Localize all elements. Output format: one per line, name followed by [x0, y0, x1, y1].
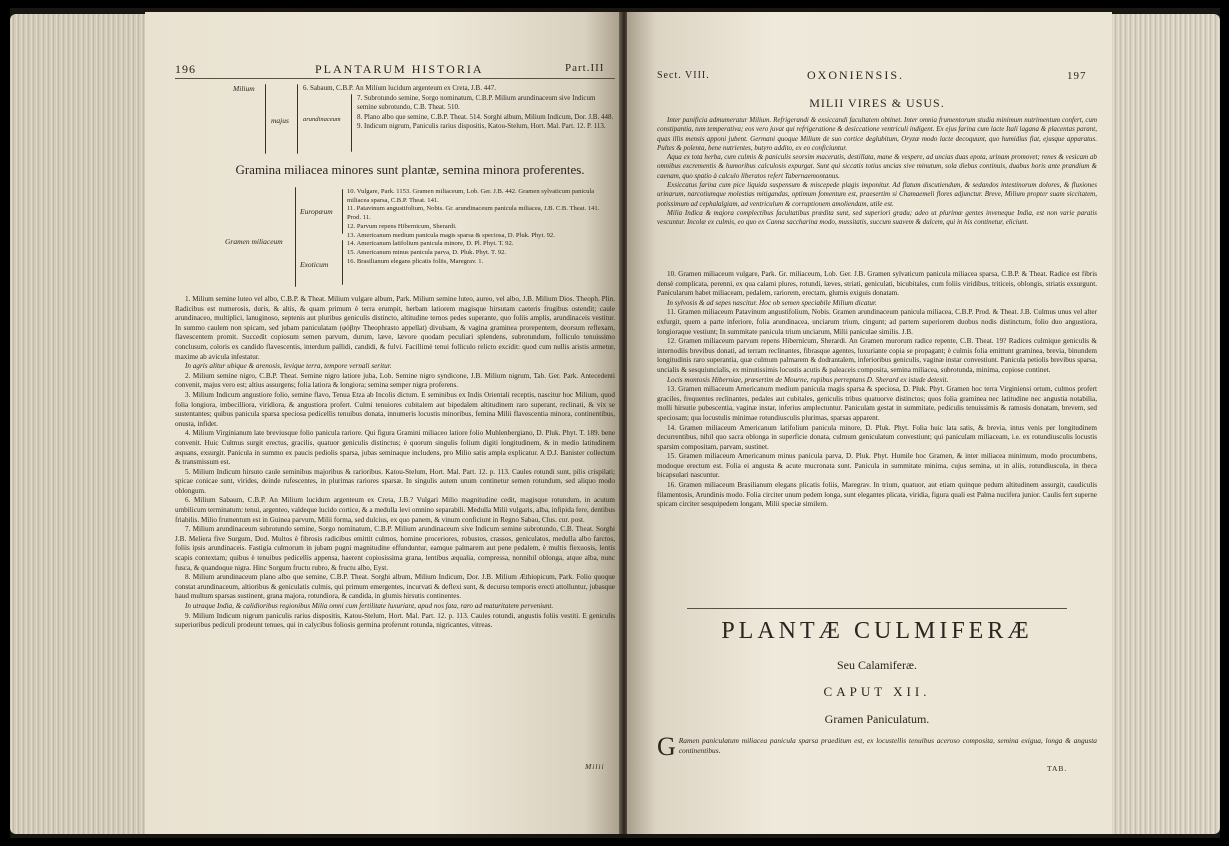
europaeum-label: Europæum	[300, 207, 333, 216]
chapter-number: CAPUT XII.	[823, 684, 931, 699]
paragraph: 7. Milium arundinaceum subrotundo semine, Sorgo nominatum, C.B.P. Milium arundinaceum sive Indicum semine subrotundo, C.B. Theat. Sorghi J.B. Meliera five Surgum, Dod. Multos è fibrosis radicibus emittit culmos, homine proceriores, robustos, crassos, geniculatos, medulla albo farctos, foliis ipsis arundinaceis. Fastigia culmorum in jubam pugni magnitudine effunduntur, eamque palmarem aut pene pedalem, è multis flexuosis, lentis scapis contextam; quibus è tenuibus pedicellis appensa, haerent copiosissima grana, lentibus æqualia, compressa, nonnihil oblonga, atque alba, nunc fusca, & quandoque nigra. Hinc Sorgum fructu rubro, & fructu albo, Eyst.	[175, 525, 615, 572]
arundinaceum-brace	[351, 94, 352, 152]
gramen-brace	[295, 187, 296, 287]
left-catchword: Milii	[585, 762, 605, 771]
right-catchword: TAB.	[1047, 764, 1068, 773]
paragraph: 13. Gramen miliaceum Americanum medium panicula magis sparsa & speciosa, D. Pluk. Phyt. Gramen hoc terra Virginiensi ortum, culmos profert graciles, frequentes reclinantes, pedales aut cubitales, geniculis tribus quatuorve distinctos; quos folia graminea nec latitudine nec angustia notabilia, molli hirsutie pubescentia, vaginæ instar, inferius amplectuntur. Paniculam gestat in summitate, pediculis tenuissimis & ramosis donatam, brevem, sed speciosam; qua locustulis minimae rotundiusculis plurimas, sparsas apparent.	[657, 385, 1097, 422]
paragraph: 10. Gramen miliaceum vulgare, Park. Gr. miliaceum, Lob. Ger. J.B. Gramen sylvaticum panicula miliacea sparsa, C.B.P. & Theat. Radice est fibris densè complicata, perenni, ex qua calami plures, rotundi, læves, striati, geniculati, bicubitales, cum foliis viridibus, triticeis, oblongis, striatis exsurgunt. Panicularum habet miliaceam, pedalem, rariorem, erectam, glumis exiguis donatam.	[657, 270, 1097, 298]
exoticum-brace	[342, 240, 343, 285]
paragraph: 14. Gramen miliaceum Americanum latifolium panicula minore, D. Pluk. Phyt. Folia huic lata satis, & brevia, intus venis per longitudinem decurrentibus, nihil quo sacra oblonga in superficie donata, culmum geniculatum convestiunt; qui paniculam miliaceam, i.e. ex rotundiusculis locustis sparsim compositam, parvam, sustinet.	[657, 423, 1097, 451]
list-item: 9. Indicum nigrum, Paniculis rarius dispositis, Katou-Stelum, Hort. Mal. Part. 12. P. 113.	[357, 122, 606, 131]
open-book	[10, 8, 1220, 838]
majus-brace	[297, 84, 298, 154]
paragraph: 4. Milium Virginianum late breviusque folio panicula rariore. Qui figura Gramini miliaceo latiore folio Muhlenbergiano, D. Pluk. Phyt. T. 189. bene convenit. Huic Culmus surgit erectus, gracilis, quatuor geniculis distinctus; è quorum singulis folium digiti longitudinem, & in medio latitudinem æquans, exsurgit. Panicula in summo ex paucis pediolis sparsa, jubas seminaque includens, pro Milio satis ampla explicatur. A D.J. Banister collectum & transmissum est.	[175, 429, 615, 467]
paragraph: Locis montosis Hiberniae, præsertim de Mourne, rupibus perreptans D. Sherard ex istude detexit.	[667, 375, 949, 384]
paragraph: Exsiccatus farina cum pice liquida suspensum & miscepede plagis imponitur. Ad flatum discutiendum, & sedandos intestinorum dolores, & fluxiones urinarum, narcotiumque molestias mitigandas, optimum fomentum est, praesertim si Chamaemeli flores adjunctur. Breve, Milium propter suam siccitatem, potissimum ad cephalalgiam, ad ventriculum & corruptionem amoliendam, utile est.	[657, 181, 1097, 208]
vires-title: MILII VIRES & USUS.	[809, 96, 945, 110]
right-running-head: OXONIENSIS.	[807, 68, 904, 82]
left-page-edges	[10, 14, 150, 834]
left-page-number: 196	[175, 62, 196, 76]
paragraph: In agris alitur ubique & arenosis, levique terra, tempore vernali seritur.	[185, 362, 392, 371]
big-title: PLANTÆ CULMIFERÆ	[721, 618, 1033, 644]
list-item: 7. Subrotundo semine, Sorgo nominatum, C.B.P. Milium arundinaceum sive Indicum semine subrotundo, C.B. Theat. 510.	[357, 94, 596, 112]
majus-label: majus	[271, 116, 289, 125]
left-part-label: Part.III	[565, 62, 605, 74]
paragraph: 16. Gramen miliaceum Brasilianum elegans plicatis foliis, Maregrav. In trium, quatuor, aut etiam quinque pedum altitudinem assurgit, caudiculis filamentosis, Arundinis modo. Folia circiter unum pedem longa, sunt elegantes plicata, viridia, figura quali est Palma nucifera junior. Caulis fert superne spicam circiter sesquipedem longam, Milii speciæ similem.	[657, 481, 1097, 509]
milium-label: Milium	[233, 84, 255, 93]
gramen-species-list	[347, 188, 615, 266]
paragraph: 3. Milium Indicum angustiore folio, semine flavo, Tenua Etza ab Incolis dictum. E seminibus ex Indis Orientali receptis, nascitur hoc Milium, quod folia longiora, imbecilliora, viridiora, & angustiora profert. Culmi tenuiores cubitalem aut bipedalem altitudinem raro superant, reclinati, & vix se sustentantes; quibus panicula sparsa speciosa pedicellis tenuibus donata, innumeris locustis minoribus, femina Milii flavescentia minora, continentibus, onusta, infidet.	[175, 390, 615, 428]
right-page	[627, 12, 1112, 834]
left-page	[145, 12, 623, 834]
list-item: 13. Americanum medium panicula magis sparsa & speciosa, D. Pluk. Phyt. 92.	[347, 231, 555, 239]
right-section-label: Sect. VIII.	[657, 70, 710, 81]
paragraph: In sylvosis & ad sepes nascitur. Hoc ob semen speciabile Milium dicatur.	[667, 298, 877, 307]
paragraph: 8. Milium arundinaceum plano albo que semine, C.B.P. Theat. Sorghi album, Milium Indicum, Dor. J.B. Milium Æthiopicum, Park. Folio quoque constat arundinaceum, altioribus & geniculatis culmis, qui primum emergentes, incurvati & deflexi sunt, & decursu temporis erecti attolluntur, jubasque haud multum sparsas sustinent, grana majora, rotundiora, & candida, in glumis hirsutis continentes.	[175, 573, 615, 601]
paragraph: Milia Indica & majora complectibus facultatibus prædita sunt, sed superiori gradu; adeo ut plurimæ gentes inveneque India, est non varie paratis vescuntur. Incolæ ex culmis, eo quo ex Canna saccharina modo, mussitatis, succum suavem & dulcem, qui in his continetur, eliciunt.	[657, 208, 1097, 227]
right-page-number: 197	[1067, 70, 1087, 82]
header-rule	[175, 78, 615, 79]
paragraph: Aqua ex tota herba, cum culmis & paniculis seorsim maceratis, destillata, mane & vespere, ad uncias duas epota, urinam promovet; renes & vesicam ab omnibus excrementis & humoribus calculosis expurgat. Sunt qui siccatis totius uncias sive minutum, sola diebus continuis, duabus horis ante prandium & caenam, quo spatio à calculo liberatos refert Tabernaemontanus.	[657, 153, 1097, 180]
list-item: 12. Parvum repens Hibernicum, Sherardi.	[347, 222, 457, 230]
milium-brace	[265, 84, 266, 154]
paragraph: 9. Milium Indicum nigrum paniculis rarius dispositis, Katou-Stelum, Hort. Mal. Part. 12. p. 113. Caules rotundi, angustis foliis vestiti. E geniculis superioribus pediculi prodeunt tenues, qui in calycibus foliosis germina proferunt rotunda, nigricantes, vitreas.	[175, 611, 615, 630]
paragraph: 5. Milium Indicum hirsuto caule seminibus majoribus & rarioribus. Katou-Stelum, Hort. Mal. Part. 12. p. 113. Caules rotundi sunt, pilis crispilati; spicae conicae sunt, virides, deinde rufescentes, in plurimas rariores sparsæ. In singulis autem unum continetur semen rotundum, sed aliquo modo oblongum.	[175, 467, 615, 495]
paragraph: 2. Milium semine nigro, C.B.P. Theat. Semine nigro latiore juba, Lob. Semine nigro syndicone, J.B. Milium nigrum, Tab. Ger. Park. Antecedenti convenit, majus vero est; altius assurgens; folia latiora & longiora; semina semper nigra proferens.	[175, 371, 615, 390]
paragraph: 11. Gramen miliaceum Patavinum angustifolium, Nobis. Gramen arundinaceum panicula miliacea, C.B.P. Prod. & Theat. J.B. Culmus unus vel alter exfurgit, quem a parte inferiore, folia arundinacea, unciarum trium, cingunt; ad partem superiorem duobus nodis distinctum, folio duo angustiora, longioraque vestiunt; In summitate panicula trium unciarum, Milii paniculae similis. J.B.	[657, 308, 1097, 336]
list-item: 10. Vulgare, Park. 1153. Gramen miliaceum, Lob. Ger. J.B. 442. Gramen sylvaticum panicula miliacea sparsa, C.B.P. Theat. 141.	[347, 188, 595, 204]
arundinaceum-label: arundinaceum	[303, 116, 341, 123]
gramen-label: Gramen miliaceum	[225, 237, 283, 246]
list-item: 14. Americanum latifolium panicula minore, D. Pl. Phyt. T. 92.	[347, 240, 514, 248]
paragraph: In utraque India, & calidioribus regionibus Milia omni cum fertilitate luxuriant, apud nos fata, raro ad maturitatem perveniunt.	[185, 602, 554, 610]
milium-species-list	[357, 94, 615, 132]
left-running-head: PLANTARUM HISTORIA	[315, 62, 484, 76]
list-item: 8. Plano albo que semine, C.B.P. Theat. 514. Sorghi album, Milium Indicum, Dor. J.B. 448.	[357, 112, 614, 121]
right-body-text	[657, 270, 1097, 510]
milium-species-list-head	[303, 84, 613, 93]
list-item: 15. Americanum minus panicula parva, D. Pluk. Phyt. T. 92.	[347, 248, 507, 256]
europaeum-brace	[342, 189, 343, 234]
vires-text	[657, 116, 1097, 228]
exoticum-label: Exoticum	[300, 260, 329, 269]
chapter-intro	[657, 732, 1097, 761]
right-page-edges	[1102, 14, 1220, 834]
drop-cap: G	[657, 732, 676, 761]
list-item: 6. Sabaum, C.B.P. An Milium lucidum argenteum ex Creta, J.B. 447.	[303, 84, 496, 92]
paragraph: 12. Gramen miliaceum parvum repens Hibernicum, Sherardi. An Gramen murorum radice repente, C.B. Theat. 19? Radices culmique geniculis & internodiis brevibus donati, ad terram reclinantes, fibrasque agentes, luxuriante copia se propagant; è culmis folia emittunt graminea, brevia, binundem longitudinis raro superantia, quæ culmum palmarem & dodrantalem, inferioribus geniculis, vaginæ instar convestiunt. Panicula petiolis brevibus sparsa, uncialis & sesquiuncialis, ex minutissimis locustis acutis & paleaceis composita, semina miliacea, subrotunda, minima, copiose continet.	[657, 337, 1097, 374]
chapter-title: Gramen Paniculatum.	[824, 712, 930, 726]
list-item: 11. Patavinum angustifolium, Nobis. Gr. arundinaceum panicula miliacea, J.B. C.B. Theat. 141. Prod. 11.	[347, 205, 600, 222]
subtitle: Seu Calamiferæ.	[837, 658, 917, 672]
chapter-rule	[687, 608, 1067, 609]
list-item: 16. Brasilianum elegans plicatis foliis, Maregrav. 1.	[347, 257, 484, 265]
section-title: Gramina miliacea minores sunt plantæ, semina minora proferentes.	[235, 162, 585, 177]
paragraph: 15. Gramen miliaceum Americanum minus panicula parva, D. Pluk. Phyt. Humile hoc Gramen, & inter miliacea minimum, modo procumbens, modoque erectum est. Folia ei angusta & acute mucronata sunt. Panicula in summitate minima, cujus semina, ut in aliis, rotundiuscula, in theca bicapsulari nascuntur.	[657, 452, 1097, 480]
paragraph: 1. Milium semine luteo vel albo, C.B.P. & Theat. Milium vulgare album, Park. Milium semine luteo, aureo, vel albo, J.B. Milium Dios. Theoph. Plin. Radicibus est numerosis, duris, & altis, & quam primum è terra erumpit, herbam latiorem magisque hirsutam caeteris frugibus ostendit; caule arundinaceo, multiplici, lanuginoso, septenis aut pluribus geniculis distincto, altitudine ternos pedes superante, quo foliis amplis, arundinaceis vestitur. In summo caulem non spicam, sed jubam paniculatam (φόβην Theophrasto appellat) divulsam, & vagina graminea prorepentem, deorsum reflexam, flavescentem promit. Succedit copiosum semen parvum, durum, læve, lævore quodam peculiari splendens, subrotundum, folliculo tenuissimo conclusum, coloris ex candido flavescentis, interdum pallidi, candidi, & fulvi. Facillimè tenui folliculo relicto excidit: quod cum nullis aristis armetur, maxime ab avicula infestatur.	[175, 295, 615, 361]
paragraph: Inter panificia admumeratur Milium. Refrigerandi & exsiccandi facultatem obtinet. Inter omnia frumentorum studia minimum nutrimentum confert, cum constipantia, tum temperativa; eos vero juvat qui refrigeratione & desiccatione ventriculi indigent. Ex ejus farina cum lacte Itali lagana & placentas parant, quas illis mensis apponi jubent. Germani quoque Milium de suo cortice deglubitum, Oryzæ modo lacte decoquunt, quo humidius fiat, ejusque apparatus. Pultes & polenta, bene nutrientes, butyro addito, ex eo conficiuntur.	[657, 116, 1097, 152]
paragraph: 6. Milium Sabaum, C.B.P. An Milium lucidum argenteum ex Creta, J.B.? Vulgari Milio magnitudine cedit, magisque rotundum, in acutum umbilicum terminatum: tenui, argenteo, valdeque lucido cortice, & a medulla levi omnino separabili. Medulla Milii vulgaris, alba, infipida fere, dentibus friabilis. Milio frumentum est in Guinea parvum, Milii forma, sed dulcius, ex quo panem, & vinum conficiunt in Regno Sabau, Clus. cur. post.	[175, 496, 615, 524]
left-body-text	[175, 295, 615, 631]
paragraph: Ramen paniculatum miliacea panicula sparsa praeditum est, ex locustellis tenuibus aceroso composita, semina exigua, longa & angusta continentibus.	[678, 736, 1097, 755]
